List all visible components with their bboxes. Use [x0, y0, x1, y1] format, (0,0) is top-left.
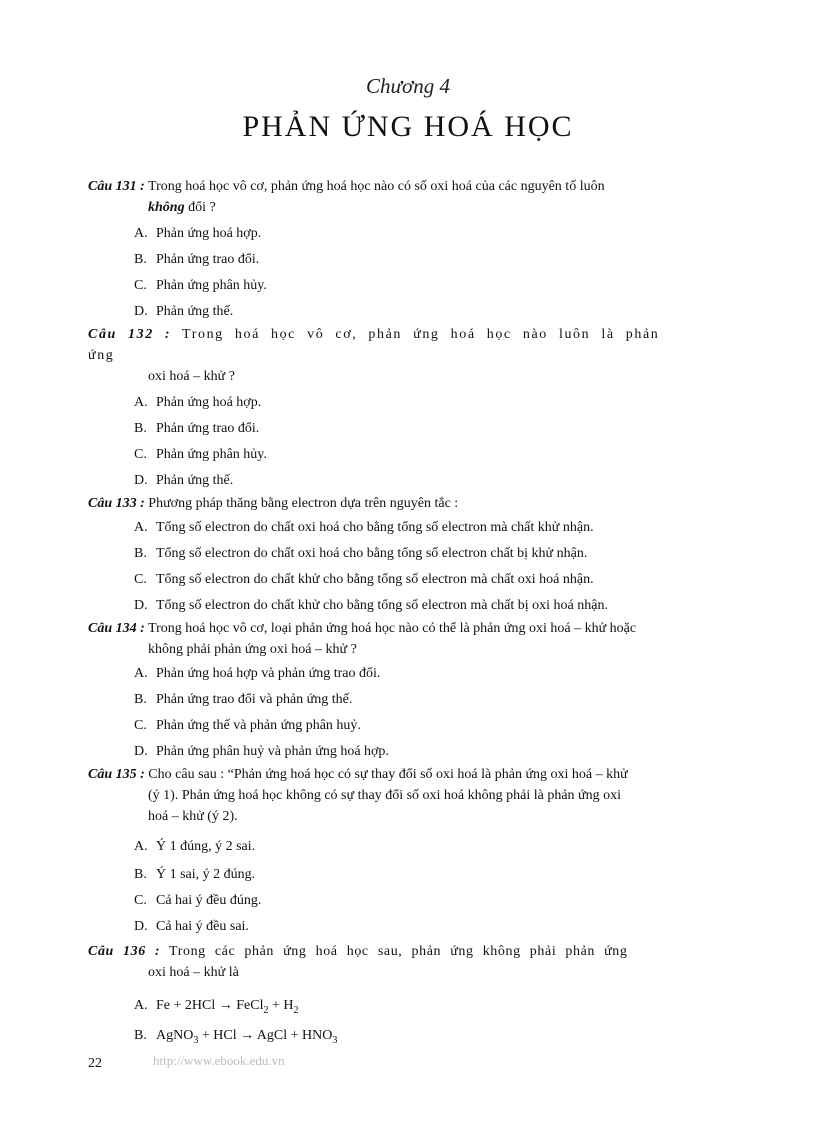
option-b[interactable]: B. AgNO$_3$ + HCl → AgCl + $HNO_3$ [134, 1028, 338, 1046]
question-text-cont: không phải phản ứng oxi hoá – khử ? [148, 642, 357, 657]
option-c[interactable]: C. Phản ứng thế và phản ứng phân huỷ. [134, 718, 361, 733]
option-d[interactable]: D. Cả hai ý đều sai. [134, 919, 249, 934]
question-132 [88, 324, 674, 494]
question-list [88, 176, 674, 1050]
question-text: Trong hoá học vô cơ, phản ứng hoá học nào luôn là phản ứng [88, 327, 660, 363]
option-b[interactable]: B. Tổng số electron do chất oxi hoá cho bằng tổng số electron chất bị khử nhận. [134, 546, 588, 561]
question-text-cont: oxi hoá – khử là [148, 965, 239, 980]
question-label: Câu 135 : [88, 767, 145, 782]
option-a[interactable]: A. Phản ứng hoá hợp. [134, 226, 262, 241]
option-d[interactable]: D. Tổng số electron do chất khử cho bằng tổng số electron mà chất bị oxi hoá nhận. [134, 598, 608, 613]
option-a[interactable]: A. Phản ứng hoá hợp. [134, 395, 262, 410]
question-label: Câu 136 : [88, 944, 161, 959]
question-135 [88, 764, 674, 940]
question-134 [88, 618, 674, 765]
option-b[interactable]: B. Phản ứng trao đổi và phản ứng thế. [134, 692, 353, 707]
question-label: Câu 134 : [88, 621, 145, 636]
question-text: Trong các phản ứng hoá học sau, phản ứng không phải phản ứng [169, 944, 628, 959]
emphasis-word: không [148, 200, 185, 215]
option-b[interactable]: B. Phản ứng trao đổi. [134, 252, 260, 267]
option-c[interactable]: C. Tổng số electron do chất khử cho bằng tổng số electron mà chất oxi hoá nhận. [134, 572, 594, 587]
option-c[interactable]: C. Phản ứng phân hủy. [134, 278, 267, 293]
question-136 [88, 941, 674, 1050]
option-d[interactable]: D. Phản ứng thế. [134, 304, 234, 319]
option-d[interactable]: D. Phản ứng thế. [134, 473, 234, 488]
option-c[interactable]: C. Phản ứng phân hủy. [134, 447, 267, 462]
question-label: Câu 131 : [88, 179, 145, 194]
option-c[interactable]: C. Cả hai ý đều đúng. [134, 893, 262, 908]
option-a[interactable]: A. Ý 1 đúng, ý 2 sai. [134, 839, 256, 854]
question-text: Trong hoá học vô cơ, loại phản ứng hoá học nào có thể là phản ứng oxi hoá – khử hoặc [148, 621, 637, 636]
question-text-cont-2: hoá – khử (ý 2). [148, 809, 238, 824]
option-d[interactable]: D. Phản ứng phân huỷ và phản ứng hoá hợp. [134, 744, 389, 759]
question-text: Cho câu sau : “Phản ứng hoá học có sự thay đổi số oxi hoá là phản ứng oxi hoá – khử [148, 767, 628, 782]
question-text: Trong hoá học vô cơ, phản ứng hoá học nào có số oxi hoá của các nguyên tố luôn [148, 179, 605, 194]
question-131 [88, 176, 674, 325]
option-b[interactable]: B. Phản ứng trao đổi. [134, 421, 260, 436]
question-text: Phương pháp thăng bằng electron dựa trên nguyên tắc : [148, 496, 459, 511]
chapter-label: Chương 4 [366, 74, 450, 98]
option-a[interactable]: A. Fe + 2HCl → FeCl$_2$ + $H_2$ [134, 998, 299, 1016]
option-b[interactable]: B. Ý 1 sai, ý 2 đúng. [134, 867, 256, 882]
question-text-cont: oxi hoá – khử ? [148, 369, 235, 384]
question-label: Câu 133 : [88, 496, 145, 511]
option-a[interactable]: A. Tổng số electron do chất oxi hoá cho bằng tổng số electron mà chất khử nhận. [134, 520, 594, 535]
question-133 [88, 493, 674, 619]
question-text-cont: đổi ? [184, 200, 216, 215]
page-number: 22 [88, 1056, 102, 1071]
option-a[interactable]: A. Phản ứng hoá hợp và phản ứng trao đổi. [134, 666, 381, 681]
footer-url[interactable]: http://www.ebook.edu.vn [153, 1053, 285, 1068]
question-label: Câu 132 : [88, 327, 172, 342]
chapter-title: PHẢN ỨNG HOÁ HỌC [242, 110, 574, 143]
question-text-cont: (ý 1). Phản ứng hoá học không có sự thay đổi số oxi hoá không phải là phản ứng oxi [148, 788, 622, 803]
